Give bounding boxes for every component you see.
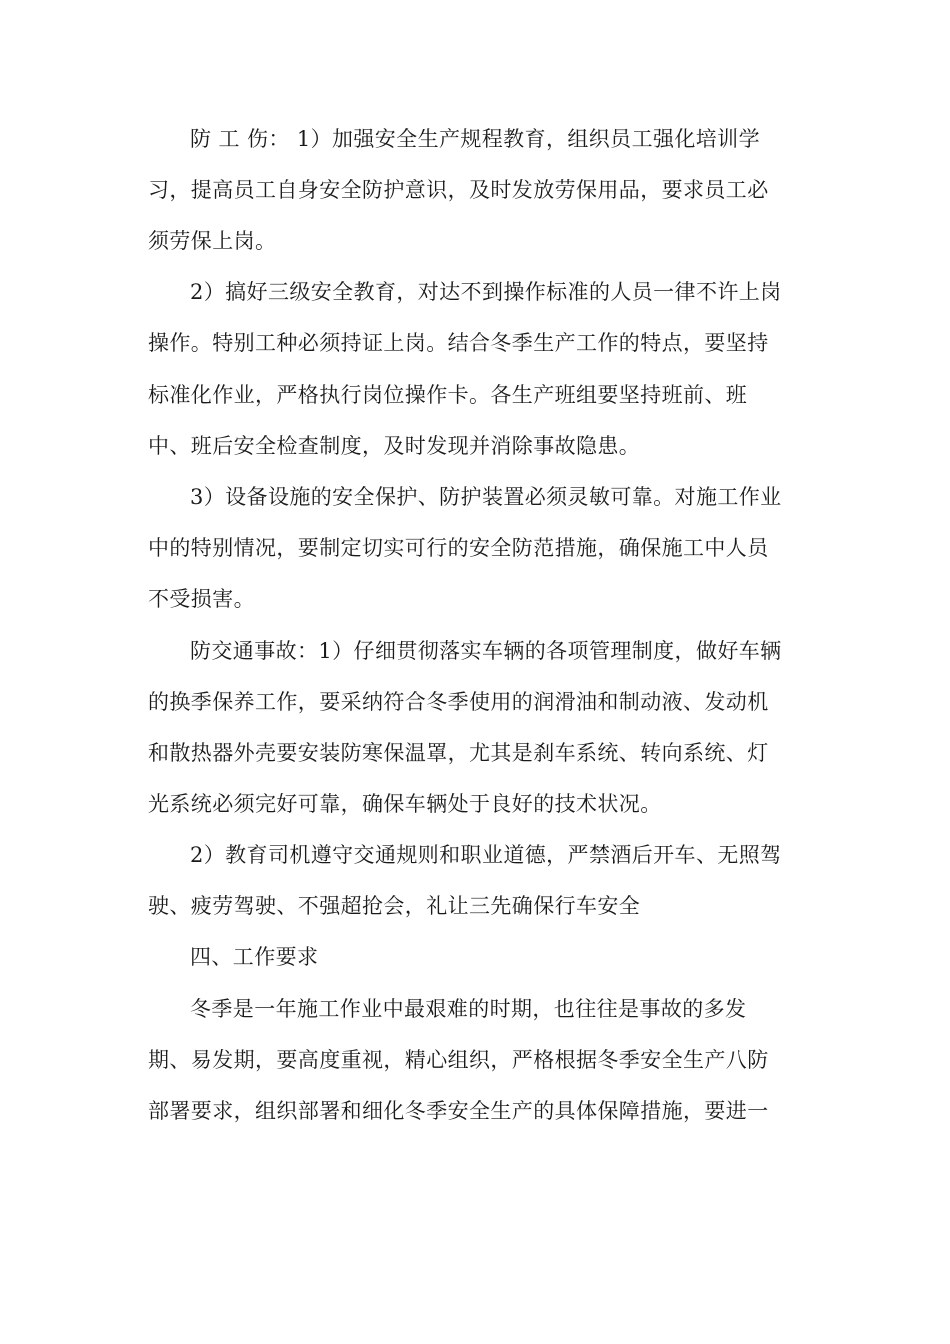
text-line: 防交通事故：1）仔细贯彻落实车辆的各项管理制度，做好车辆 [190, 639, 782, 663]
text-line: 防 工 伤： 1）加强安全生产规程教育，组织员工强化培训学 [190, 127, 760, 151]
text-line: 2）搞好三级安全教育，对达不到操作标准的人员一律不许上岗 [190, 280, 782, 304]
text-line: 习，提高员工自身安全防护意识，及时发放劳保用品，要求员工必 [148, 178, 769, 202]
text-line: 3）设备设施的安全保护、防护装置必须灵敏可靠。对施工作业 [190, 485, 782, 509]
text-line: 冬季是一年施工作业中最艰难的时期，也往往是事故的多发 [190, 997, 747, 1021]
text-line: 中、班后安全检查制度，及时发现并消除事故隐患。 [148, 434, 641, 458]
text-line: 的换季保养工作，要采纳符合冬季使用的润滑油和制动液、发动机 [148, 690, 769, 714]
text-line: 驶、疲劳驾驶、不强超抢会，礼让三先确保行车安全 [148, 894, 641, 918]
text-line: 不受损害。 [148, 587, 255, 611]
text-line: 和散热器外壳要安装防寒保温罩，尤其是刹车系统、转向系统、灯 [148, 741, 769, 765]
text-line: 中的特别情况，要制定切实可行的安全防范措施，确保施工中人员 [148, 536, 769, 560]
text-line: 期、易发期，要高度重视，精心组织，严格根据冬季安全生产八防 [148, 1048, 769, 1072]
text-line: 须劳保上岗。 [148, 229, 277, 253]
section-heading: 四、工作要求 [190, 945, 319, 969]
text-line: 操作。特别工种必须持证上岗。结合冬季生产工作的特点，要坚持 [148, 331, 769, 355]
text-line: 光系统必须完好可靠，确保车辆处于良好的技术状况。 [148, 792, 662, 816]
text-line: 2）教育司机遵守交通规则和职业道德，严禁酒后开车、无照驾 [190, 843, 782, 867]
text-line: 标准化作业，严格执行岗位操作卡。各生产班组要坚持班前、班 [148, 383, 748, 407]
text-line: 部署要求，组织部署和细化冬季安全生产的具体保障措施，要进一 [148, 1099, 769, 1123]
